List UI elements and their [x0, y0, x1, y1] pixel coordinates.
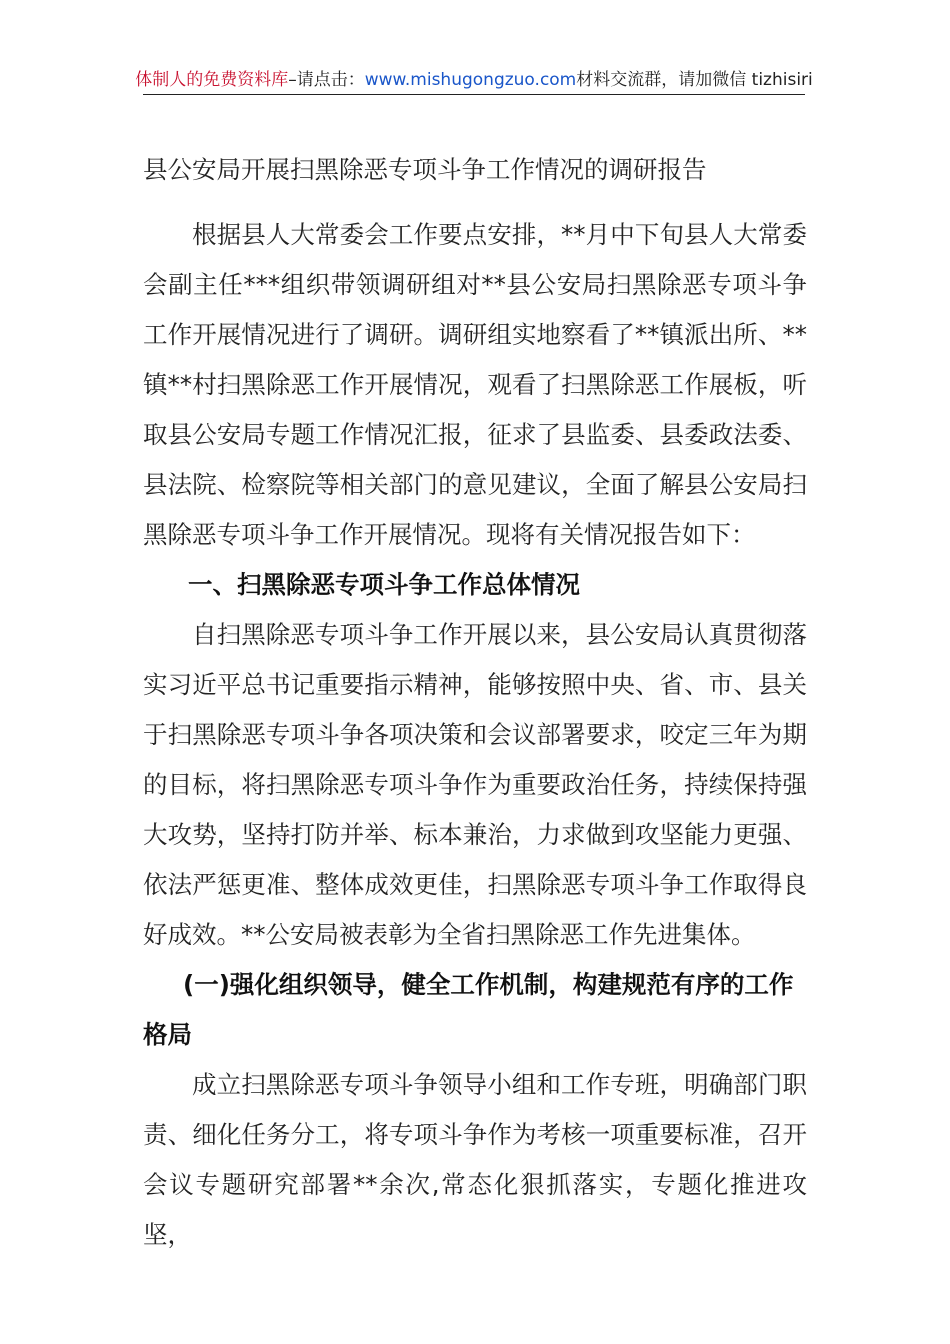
- section-1-paragraph: 自扫黑除恶专项斗争工作开展以来，县公安局认真贯彻落实习近平总书记重要指示精神，能够按照中央、省、市、县关于扫黑除恶专项斗争各项决策和会议部署要求，咬定三年为期的目标，将扫黑除恶专项斗争作为重要政治任务，持续保持强大攻势，坚持打防并举、标本兼治，力求做到攻坚能力更强、依法严惩更准、整体成效更佳，扫黑除恶专项斗争工作取得良好成效。**公安局被表彰为全省扫黑除恶工作先进集体。: [143, 620, 807, 949]
- intro-paragraph: 根据县人大常委会工作要点安排，**月中下旬县人大常委会副主任***组织带领调研组对**县公安局扫黑除恶专项斗争工作开展情况进行了调研。调研组实地察看了**镇派出所、**镇**村扫黑除恶工作开展情况，观看了扫黑除恶工作展板，听取县公安局专题工作情况汇报，征求了县监委、县委政法委、县法院、检察院等相关部门的意见建议，全面了解县公安局扫黑除恶专项斗争工作开展情况。现将有关情况报告如下：: [143, 220, 807, 549]
- document-title: 县公安局开展扫黑除恶专项斗争工作情况的调研报告: [143, 155, 707, 184]
- header-site-name: 体制人的免费资料库: [135, 70, 289, 90]
- document-body: [143, 210, 807, 1260]
- subsection-1-paragraph: 成立扫黑除恶专项斗争领导小组和工作专班，明确部门职责、细化任务分工，将专项斗争作为考核一项重要标准，召开会议专题研究部署**余次,常态化狠抓落实，专题化推进攻坚，: [143, 1070, 807, 1249]
- header-prompt: –请点击：: [288, 70, 365, 90]
- header-contact: 材料交流群，请加微信 tizhisiri: [576, 70, 813, 90]
- page-header: [135, 66, 813, 95]
- section-heading-1: 一、扫黑除恶专项斗争工作总体情况: [188, 570, 580, 599]
- subsection-heading-1: (一)强化组织领导，健全工作机制，构建规范有序的工作格局: [143, 970, 794, 1049]
- header-link[interactable]: www.mishugongzuo.com: [364, 70, 577, 90]
